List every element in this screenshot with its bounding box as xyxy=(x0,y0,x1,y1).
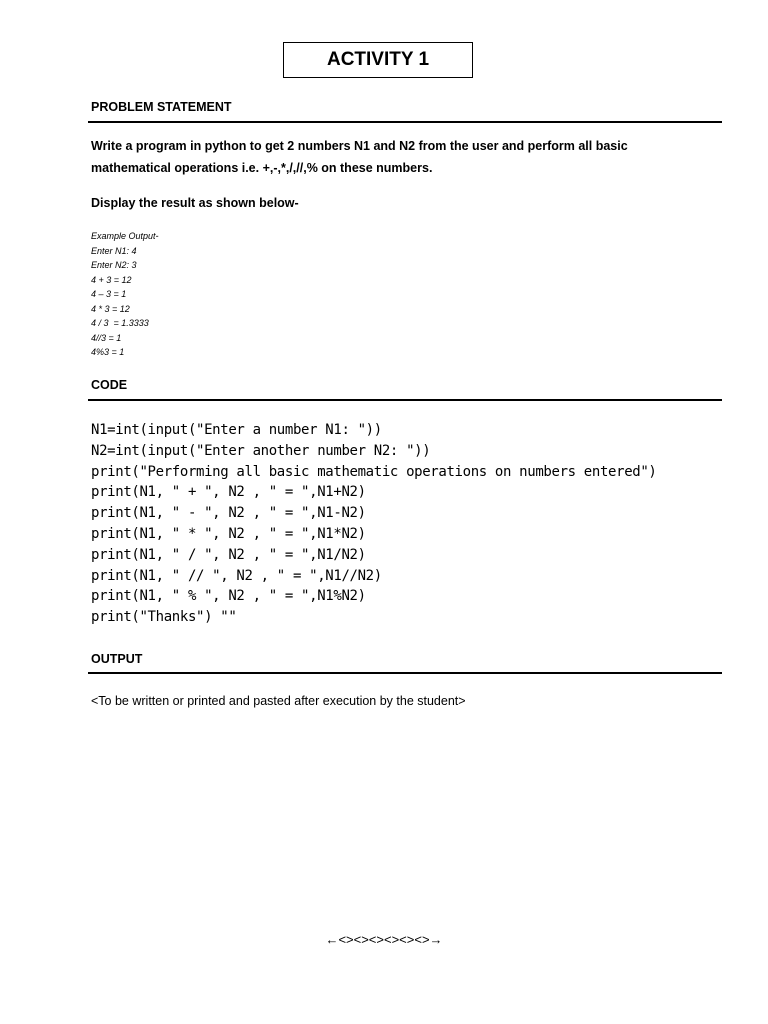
code-line: N2=int(input("Enter another number N2: ")) xyxy=(91,442,431,459)
activity-title: ACTIVITY 1 xyxy=(283,42,473,78)
code-line: print("Performing all basic mathematic operations on numbers entered") xyxy=(91,463,657,480)
problem-statement-divider xyxy=(88,121,722,123)
output-note: <To be written or printed and pasted after execution by the student> xyxy=(91,694,466,708)
example-line: 4 / 3 = 1.3333 xyxy=(91,318,149,328)
example-line: Enter N2: 3 xyxy=(91,260,137,270)
problem-statement-text: Write a program in python to get 2 numbers N1 and N2 from the user and perform all basic mathematical operations i.e. +,-,*,/,//,% on these numbers. xyxy=(91,139,628,175)
code-line: print(N1, " // ", N2 , " = ",N1//N2) xyxy=(91,567,382,584)
code-line: print("Thanks") "" xyxy=(91,609,237,626)
example-output xyxy=(91,229,159,360)
code-line: print(N1, " + ", N2 , " = ",N1+N2) xyxy=(91,484,366,501)
code-line: N1=int(input("Enter a number N1: ")) xyxy=(91,422,382,438)
example-line: Enter N1: 4 xyxy=(91,245,137,256)
code-line: print(N1, " - ", N2 , " = ",N1-N2) xyxy=(91,505,366,522)
example-line: 4 + 3 = 12 xyxy=(91,274,132,285)
code-line: print(N1, " % ", N2 , " = ",N1%N2) xyxy=(91,588,366,605)
example-line: 4 * 3 = 12 xyxy=(91,303,130,314)
example-line: Example Output- xyxy=(91,231,159,241)
code-line: print(N1, " * ", N2 , " = ",N1*N2) xyxy=(91,525,366,542)
output-heading: OUTPUT xyxy=(91,652,143,666)
problem-statement-heading: PROBLEM STATEMENT xyxy=(91,100,232,114)
code-divider xyxy=(88,399,722,401)
example-line: 4//3 = 1 xyxy=(91,332,122,343)
code-block xyxy=(91,420,657,628)
code-heading: CODE xyxy=(91,378,128,392)
display-instruction: Display the result as shown below- xyxy=(91,196,299,210)
example-line: 4 – 3 = 1 xyxy=(91,289,127,299)
example-line: 4%3 = 1 xyxy=(91,347,125,357)
code-line: print(N1, " / ", N2 , " = ",N1/N2) xyxy=(91,546,366,563)
footer-ornament: ←<><><><><><>→ xyxy=(325,932,443,947)
output-divider xyxy=(88,672,722,674)
